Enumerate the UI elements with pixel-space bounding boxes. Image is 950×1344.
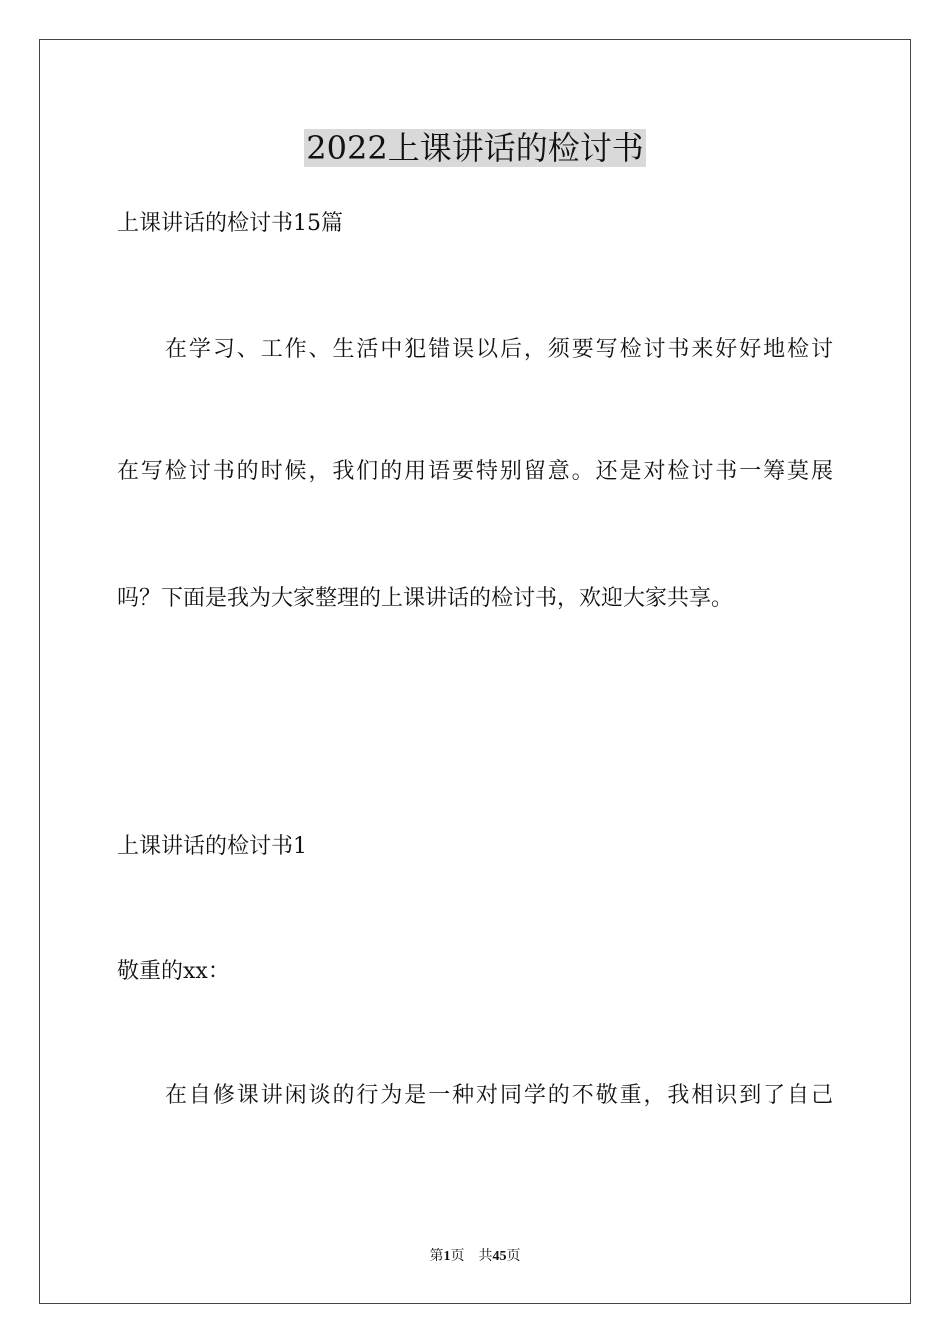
page-suffix: 页 [450, 1249, 465, 1264]
intro-line-1: 在学习、工作、生活中犯错误以后，须要写检讨书来好好地检讨 [165, 337, 833, 362]
document-title [0, 128, 950, 168]
total-suffix: 页 [506, 1249, 521, 1264]
salutation: 敬重的xx： [117, 959, 230, 984]
total-prefix: 共 [478, 1249, 493, 1264]
page-footer [0, 1247, 950, 1267]
document-title-text: 2022上课讲话的检讨书 [306, 129, 644, 167]
section-heading: 上课讲话的检讨书1 [117, 834, 307, 859]
intro-line-2: 在写检讨书的时候，我们的用语要特别留意。还是对检讨书一筹莫展 [117, 459, 833, 484]
body-line: 在自修课讲闲谈的行为是一种对同学的不敬重，我相识到了自己 [165, 1083, 833, 1108]
page-number: 1 [443, 1249, 451, 1264]
intro-line-3: 吗？下面是我为大家整理的上课讲话的检讨书，欢迎大家共享。 [117, 586, 734, 611]
page-prefix: 第 [429, 1249, 444, 1264]
total-pages: 45 [492, 1249, 507, 1264]
document-subtitle: 上课讲话的检讨书15篇 [117, 211, 343, 236]
